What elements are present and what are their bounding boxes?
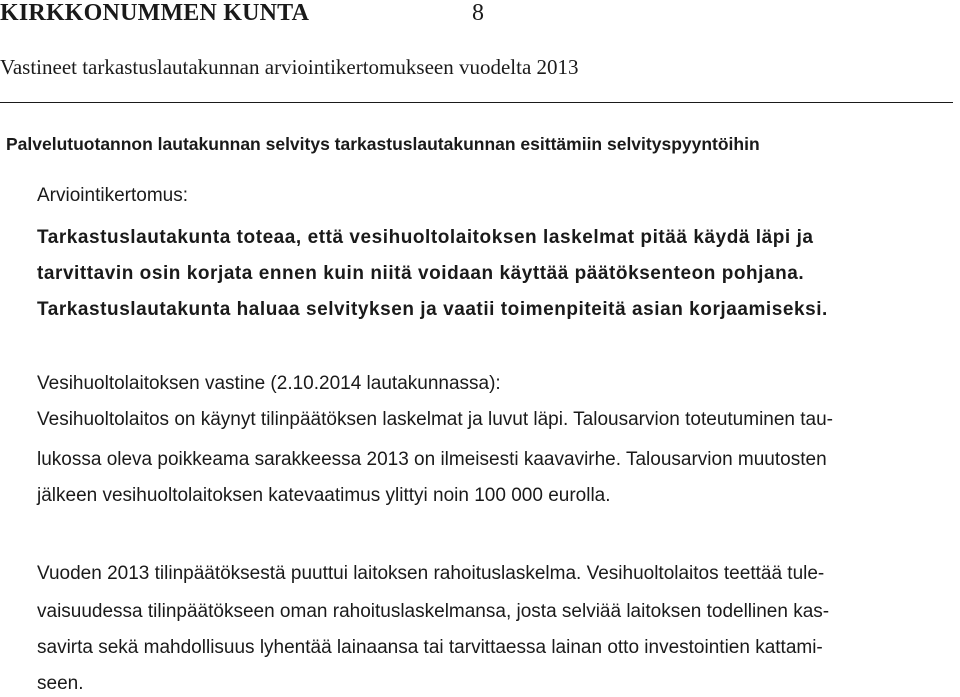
response-paragraph-line: seen.: [37, 673, 84, 694]
response-paragraph-line: Vuoden 2013 tilinpäätöksestä puuttui laitoksen rahoituslaskelma. Vesihuoltolaitos teettää tule-: [37, 563, 825, 584]
response-paragraph-line: vaisuudessa tilinpäätökseen oman rahoituslaskelmansa, josta selviää laitoksen todellinen kas-: [37, 601, 830, 622]
response-paragraph-line: Vesihuoltolaitos on käynyt tilinpäätöksen laskelmat ja luvut läpi. Talousarvion toteutuminen tau-: [37, 409, 834, 430]
assessment-line: tarvittavin osin korjata ennen kuin niitä voidaan käyttää päätöksenteon pohjana.: [37, 263, 805, 284]
section-title: Palvelutuotannon lautakunnan selvitys tarkastuslautakunnan esittämiin selvityspyyntöihin: [6, 134, 760, 154]
response-paragraph-line: lukossa oleva poikkeama sarakkeessa 2013 on ilmeisesti kaavavirhe. Talousarvion muutosten: [37, 449, 827, 470]
document-subtitle: Vastineet tarkastuslautakunnan arviointikertomukseen vuodelta 2013: [0, 55, 579, 79]
assessment-label: Arviointikertomus:: [37, 185, 188, 206]
organization-name: KIRKKONUMMEN KUNTA: [0, 0, 310, 26]
page-number: 8: [472, 0, 484, 26]
response-heading: Vesihuoltolaitoksen vastine (2.10.2014 lautakunnassa):: [37, 373, 501, 394]
assessment-line: Tarkastuslautakunta haluaa selvityksen ja vaatii toimenpiteitä asian korjaamiseksi.: [37, 299, 828, 320]
assessment-line: Tarkastuslautakunta toteaa, että vesihuoltolaitoksen laskelmat pitää käydä läpi ja: [37, 227, 814, 248]
header-divider: [0, 102, 953, 103]
response-paragraph-line: savirta sekä mahdollisuus lyhentää lainaansa tai tarvittaessa lainan otto investointien kattami-: [37, 637, 823, 658]
response-paragraph-line: jälkeen vesihuoltolaitoksen katevaatimus ylittyi noin 100 000 eurolla.: [37, 485, 611, 506]
